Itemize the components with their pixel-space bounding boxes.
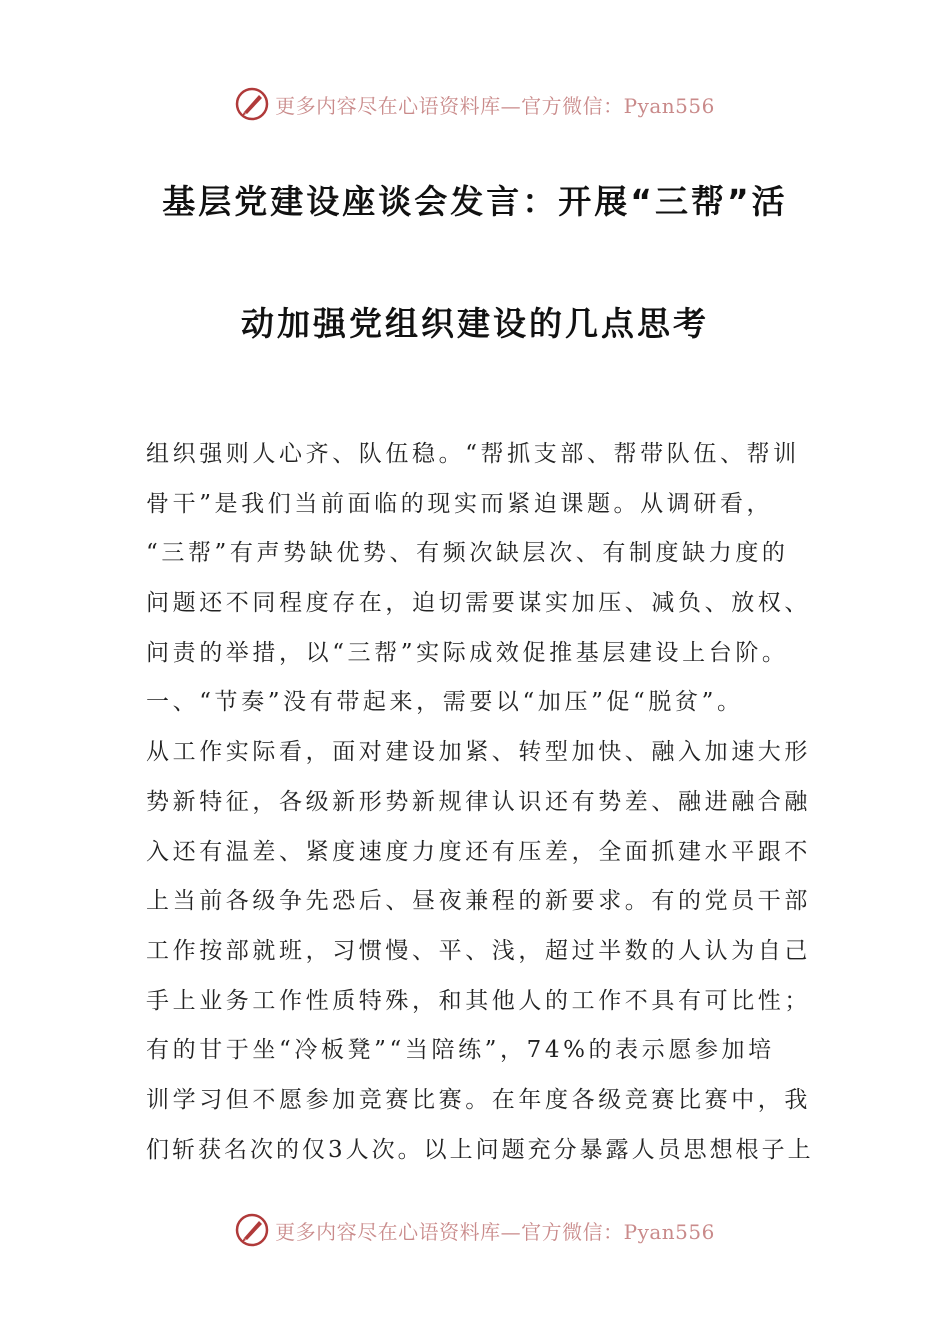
watermark-text: 更多内容尽在心语资料库—官方微信：Pyan556 (275, 1219, 715, 1244)
body-line: 骨干”是我们当前面临的现实而紧迫课题。从调研看， (146, 490, 774, 517)
body-line: 上当前各级争先恐后、昼夜兼程的新要求。有的党员干部 (146, 888, 811, 915)
body-line: 从工作实际看，面对建设加紧、转型加快、融入加速大形 (146, 739, 811, 766)
body-line: 势新特征，各级新形势新规律认识还有势差、融进融合融 (146, 788, 811, 815)
footer-watermark (0, 1210, 950, 1250)
body-line: 入还有温差、紧度速度力度还有压差，全面抓建水平跟不 (146, 838, 811, 865)
body-line: 手上业务工作性质特殊，和其他人的工作不具有可比性； (146, 987, 811, 1014)
watermark-text: 更多内容尽在心语资料库—官方微信：Pyan556 (275, 93, 715, 118)
body-line: 问题还不同程度存在，迫切需要谋实加压、减负、放权、 (146, 590, 811, 617)
body-line: 工作按部就班，习惯慢、平、浅，超过半数的人认为自己 (146, 937, 811, 964)
section-heading: 一、“节奏”没有带起来，需要以“加压”促“脱贫”。 (146, 689, 744, 716)
document-body (146, 430, 816, 1175)
body-line: 组织强则人心齐、队伍稳。“帮抓支部、帮带队伍、帮训 (146, 441, 800, 467)
document-title-line-1: 基层党建设座谈会发言：开展“三帮”活 (162, 182, 788, 221)
body-line: 训学习但不愿参加竞赛比赛。在年度各级竞赛比赛中，我 (146, 1086, 811, 1113)
body-line: 们斩获名次的仅3人次。以上问题充分暴露人员思想根子上 (146, 1136, 814, 1163)
header-watermark (0, 84, 950, 124)
pen-logo-icon (235, 1213, 269, 1247)
body-line: 问责的举措，以“三帮”实际成效促推基层建设上台阶。 (146, 639, 789, 666)
pen-logo-icon (235, 87, 269, 121)
body-line: 有的甘于坐“冷板凳”“当陪练”，74%的表示愿参加培 (146, 1037, 775, 1064)
body-line: “三帮”有声势缺优势、有频次缺层次、有制度缺力度的 (146, 540, 789, 567)
document-title-line-2: 动加强党组织建设的几点思考 (241, 304, 709, 343)
